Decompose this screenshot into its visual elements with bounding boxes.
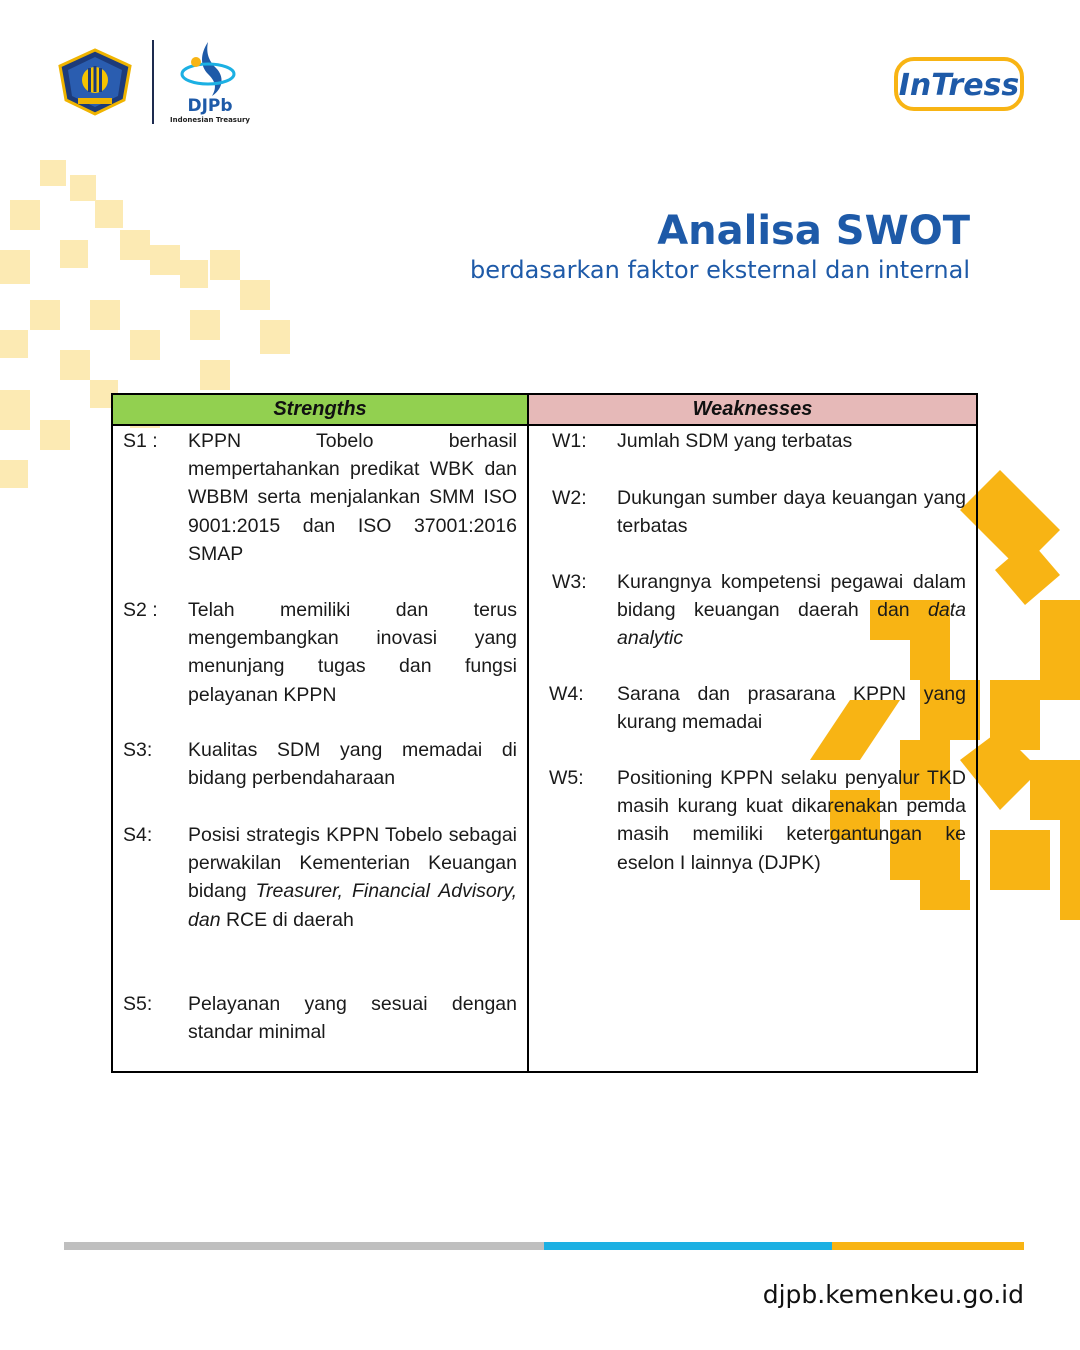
weakness-code: W2: <box>552 487 587 509</box>
swot-table <box>111 393 978 1073</box>
weakness-code: W3: <box>552 571 587 593</box>
weakness-text-part: Kurangnya kompetensi pegawai dalam bidang keuangan daerah dan <box>617 571 966 622</box>
weakness-text: Sarana dan prasarana KPPN yang kurang memadai <box>617 683 966 734</box>
strength-item-s1 <box>123 427 517 567</box>
kemenkeu-emblem-logo <box>58 48 132 116</box>
strength-text-italic: Treasurer, Financial Advisory, dan <box>188 880 517 931</box>
weaknesses-column <box>529 395 976 1071</box>
strength-item-s4 <box>123 821 517 961</box>
weakness-text: Dukungan sumber daya keuangan yang terbatas <box>617 487 966 538</box>
weaknesses-header: Weaknesses <box>529 395 976 426</box>
strength-text-part: RCE di daerah <box>220 908 354 931</box>
footer-bar-gray <box>64 1242 544 1250</box>
weakness-item-w3 <box>549 568 966 652</box>
strengths-header: Strengths <box>113 395 527 426</box>
footer-color-bar <box>64 1242 1024 1250</box>
weakness-text-italic: data analytic <box>617 599 966 650</box>
intress-logo <box>893 56 1025 112</box>
weakness-text: Jumlah SDM yang terbatas <box>617 430 853 452</box>
strength-code: S2 : <box>123 599 158 621</box>
weakness-text <box>617 568 966 653</box>
strength-text: Kualitas SDM yang memadai di bidang perbendaharaan <box>188 739 517 790</box>
strength-code: S5: <box>123 993 153 1015</box>
page-subtitle: berdasarkan faktor eksternal dan internal <box>469 256 970 284</box>
weakness-item-w5 <box>549 764 966 904</box>
strength-text: Pelayanan yang sesuai dengan standar minimal <box>188 993 517 1044</box>
strength-code: S1 : <box>123 430 158 452</box>
weakness-item-w2 <box>549 484 966 540</box>
footer-bar-blue <box>544 1242 832 1250</box>
strength-item-s5 <box>123 990 517 1046</box>
djpb-name: DJPb <box>187 96 233 116</box>
weakness-code: W4: <box>549 683 584 705</box>
weaknesses-list <box>529 426 976 1071</box>
djpb-tagline: Indonesian Treasury <box>170 116 250 124</box>
footer-bar-yellow <box>832 1242 1024 1250</box>
weakness-text: Positioning KPPN selaku penyalur TKD masih kurang kuat dikarenakan pemda masih memiliki ketergantungan ke eselon I lainnya (DJPK) <box>617 767 966 874</box>
strength-item-s2 <box>123 596 517 708</box>
weakness-code: W1: <box>552 430 587 452</box>
strengths-column <box>113 395 529 1071</box>
weakness-code: W5: <box>549 767 584 789</box>
strengths-list <box>113 426 527 1071</box>
weakness-item-w1 <box>549 427 966 455</box>
strength-text: Telah memiliki dan terus mengembangkan inovasi yang menunjang tugas dan fungsi pelayanan KPPN <box>188 599 517 706</box>
page-title: Analisa SWOT <box>657 208 970 254</box>
strength-text: KPPN Tobelo berhasil mempertahankan predikat WBK dan WBBM serta menjalankan SMM ISO 9001:2015 dan ISO 37001:2016 SMAP <box>188 430 517 565</box>
strength-code: S3: <box>123 739 153 761</box>
djpb-swirl-icon <box>178 40 240 98</box>
djpb-logo <box>170 40 250 126</box>
weakness-item-w4 <box>549 680 966 736</box>
strength-text <box>188 821 517 934</box>
intress-logo-text: InTress <box>898 68 1020 103</box>
strength-code: S4: <box>123 824 153 846</box>
strength-item-s3 <box>123 736 517 792</box>
website-link[interactable]: djpb.kemenkeu.go.id <box>762 1280 1024 1309</box>
logo-divider <box>152 40 154 124</box>
strength-text-part: Posisi strategis KPPN Tobelo sebagai perwakilan Kementerian Keuangan bidang <box>188 824 517 903</box>
